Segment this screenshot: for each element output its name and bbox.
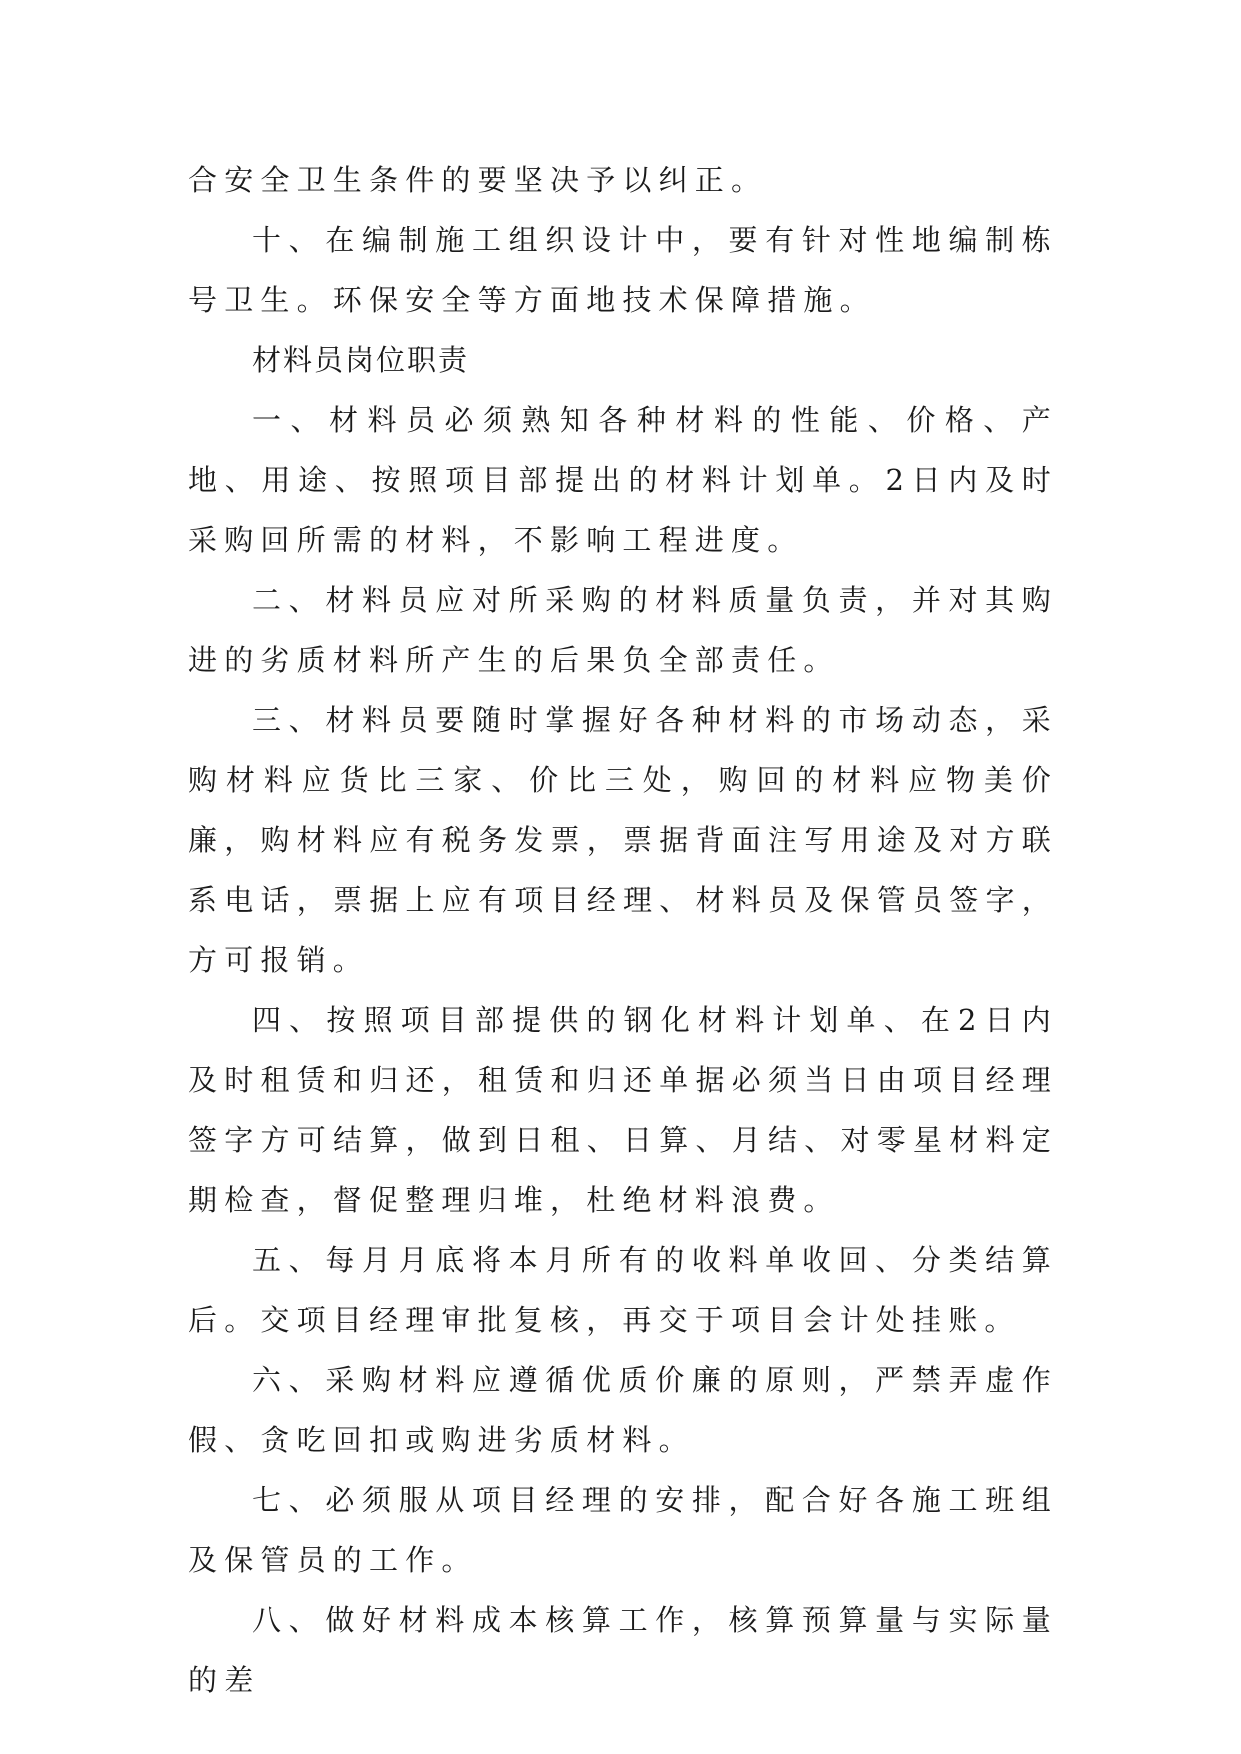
paragraph-item-two: 二、材料员应对所采购的材料质量负责，并对其购进的劣质材料所产生的后果负全部责任。: [188, 583, 1058, 677]
paragraph-continuation: 合安全卫生条件的要坚决予以纠正。: [188, 163, 768, 197]
section-heading: 材料员岗位职责: [252, 343, 470, 377]
paragraph-item-four: 四、按照项目部提供的钢化材料计划单、在2日内及时租赁和归还，租赁和归还单据必须当日由项目经理签字方可结算，做到日租、日算、月结、对零星材料定期检查，督促整理归堆，杜绝材料浪费。: [188, 1003, 1058, 1217]
paragraph-item-six: 六、采购材料应遵循优质价廉的原则，严禁弄虚作假、贪吃回扣或购进劣质材料。: [188, 1363, 1058, 1457]
paragraph-item-one: 一、材料员必须熟知各种材料的性能、价格、产地、用途、按照项目部提出的材料计划单。2日内及时采购回所需的材料，不影响工程进度。: [188, 403, 1058, 557]
paragraph-item-eight: 八、做好材料成本核算工作，核算预算量与实际量的差: [188, 1603, 1058, 1697]
paragraph-item-seven: 七、必须服从项目经理的安排，配合好各施工班组及保管员的工作。: [188, 1483, 1058, 1577]
paragraph-item-ten: 十、在编制施工组织设计中，要有针对性地编制栋号卫生。环保安全等方面地技术保障措施。: [188, 223, 1058, 317]
paragraph-item-five: 五、每月月底将本月所有的收料单收回、分类结算后。交项目经理审批复核，再交于项目会计处挂账。: [188, 1243, 1058, 1337]
paragraph-item-three: 三、材料员要随时掌握好各种材料的市场动态，采购材料应货比三家、价比三处，购回的材料应物美价廉，购材料应有税务发票，票据背面注写用途及对方联系电话，票据上应有项目经理、材料员及保管员签字，方可报销。: [188, 703, 1058, 977]
document-body: [188, 150, 1058, 1710]
